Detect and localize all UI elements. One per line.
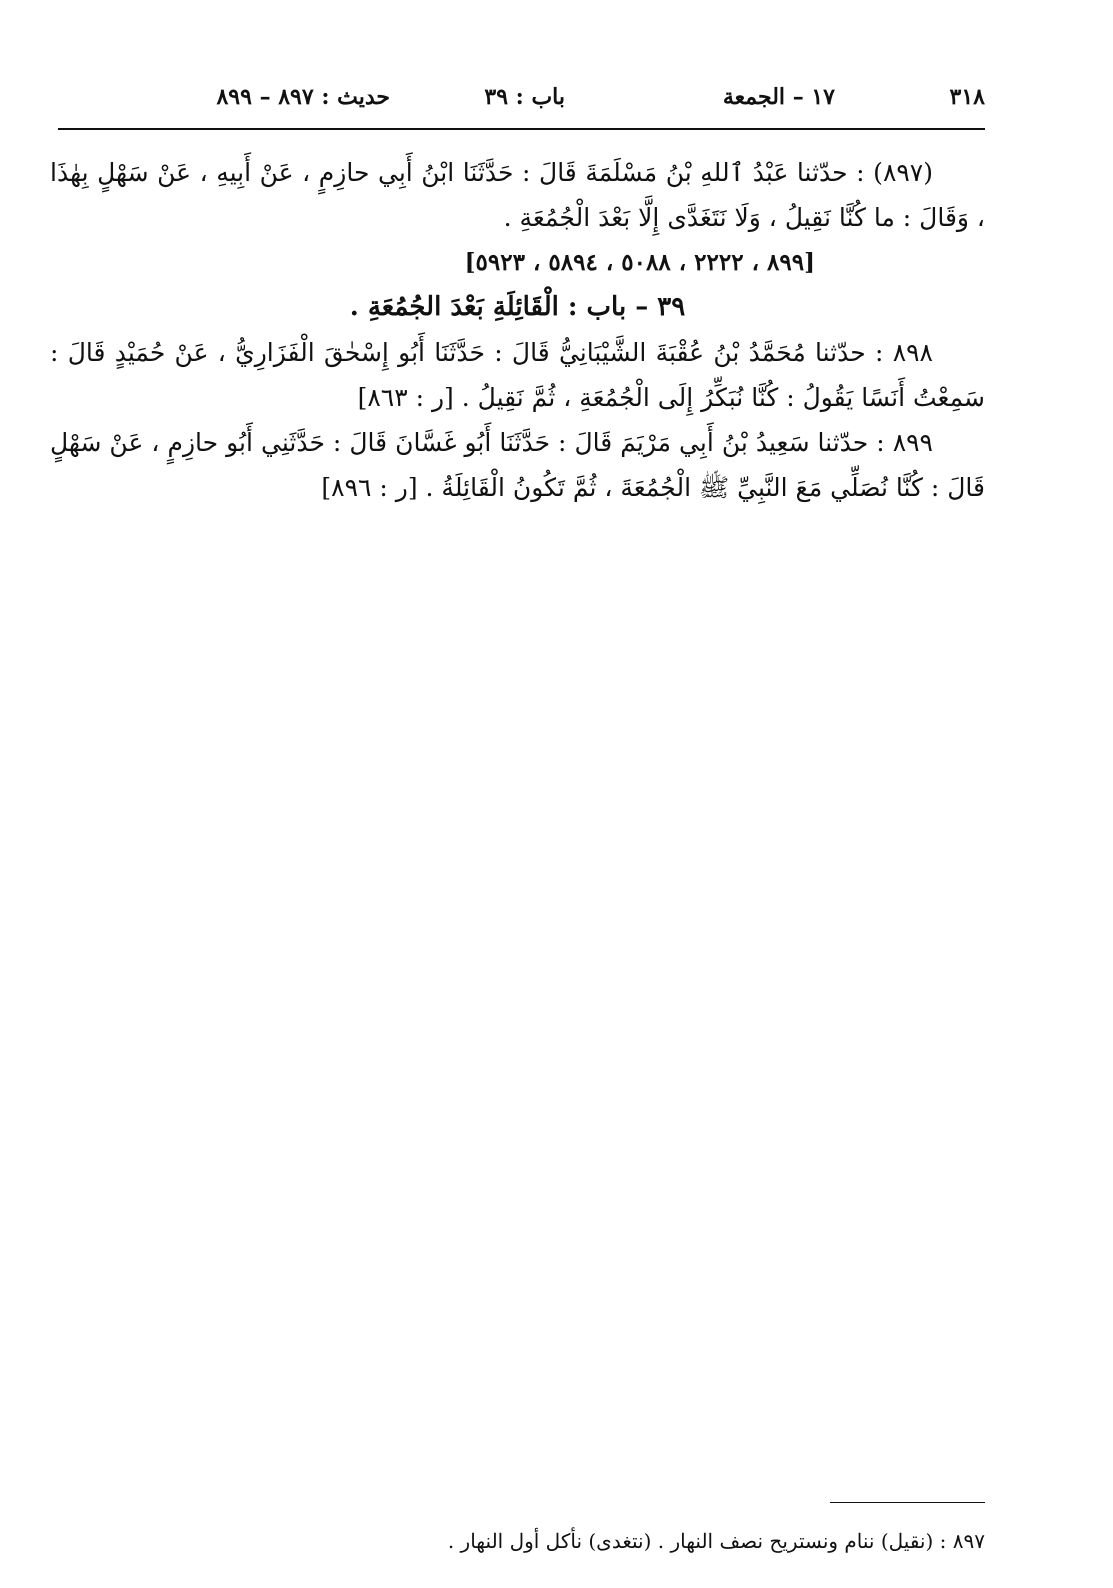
hadith-899: ٨٩٩ : حدّثنا سَعِيدُ بْنُ أَبِي مَرْيَمَ قَالَ : حَدَّثَنَا أَبُو غَسَّانَ قَالَ : حَدَّثَنِي أَبُو حازِمٍ ، عَنْ سَهْلٍ قَالَ : كُنَّا نُصَلِّي مَعَ النَّبِيِّ ﷺ الْجُمُعَةَ ، ثُمَّ تَكُونُ الْقَائِلَةُ . [ر : ٨٩٦] <box>50 428 985 502</box>
page-body <box>50 150 985 510</box>
hadith-898: ٨٩٨ : حدّثنا مُحَمَّدُ بْنُ عُقْبَةَ الشَّيْبَانِيُّ قَالَ : حَدَّثَنَا أَبُو إِسْحٰقَ الْفَزَارِيُّ ، عَنْ حُمَيْدٍ قَالَ : سَمِعْتُ أَنَسًا يَقُولُ : كُنَّا نُبَكِّرُ إِلَى الْجُمُعَةِ ، ثُمَّ نَقِيلُ . [ر : ٨٦٣] <box>50 338 985 412</box>
bab-number: باب : ٣٩ <box>484 84 565 110</box>
hadith-range: حديث : ٨٩٧ – ٨٩٩ <box>216 84 390 110</box>
header-divider <box>58 128 985 130</box>
page-header <box>58 80 985 120</box>
hadith-897-references: [٨٩٩ ، ٢٢٢٢ ، ٥٠٨٨ ، ٥٨٩٤ ، ٥٩٢٣] <box>464 249 815 276</box>
page-number: ٣١٨ <box>949 84 985 110</box>
bab-heading: ٣٩ – باب : الْقَائِلَةِ بَعْدَ الجُمُعَةِ . <box>349 292 686 322</box>
footnote: ٨٩٧ : (نقيل) ننام ونستريح نصف النهار . (نتغدى) نأكل أول النهار . <box>447 1529 985 1553</box>
footnote-divider <box>830 1502 985 1503</box>
hadith-897: (٨٩٧) : حدّثنا عَبْدُ ٱللهِ بْنُ مَسْلَمَةَ قَالَ : حَدَّثَنَا ابْنُ أَبِي حازِمٍ ، عَنْ أَبِيهِ ، عَنْ سَهْلٍ بِهٰذَا ، وَقَالَ : ما كُنَّا نَقِيلُ ، وَلَا نَتَغَدَّى إِلَّا بَعْدَ الْجُمُعَةِ . <box>50 158 985 232</box>
chapter-title: ١٧ – الجمعة <box>722 84 835 110</box>
